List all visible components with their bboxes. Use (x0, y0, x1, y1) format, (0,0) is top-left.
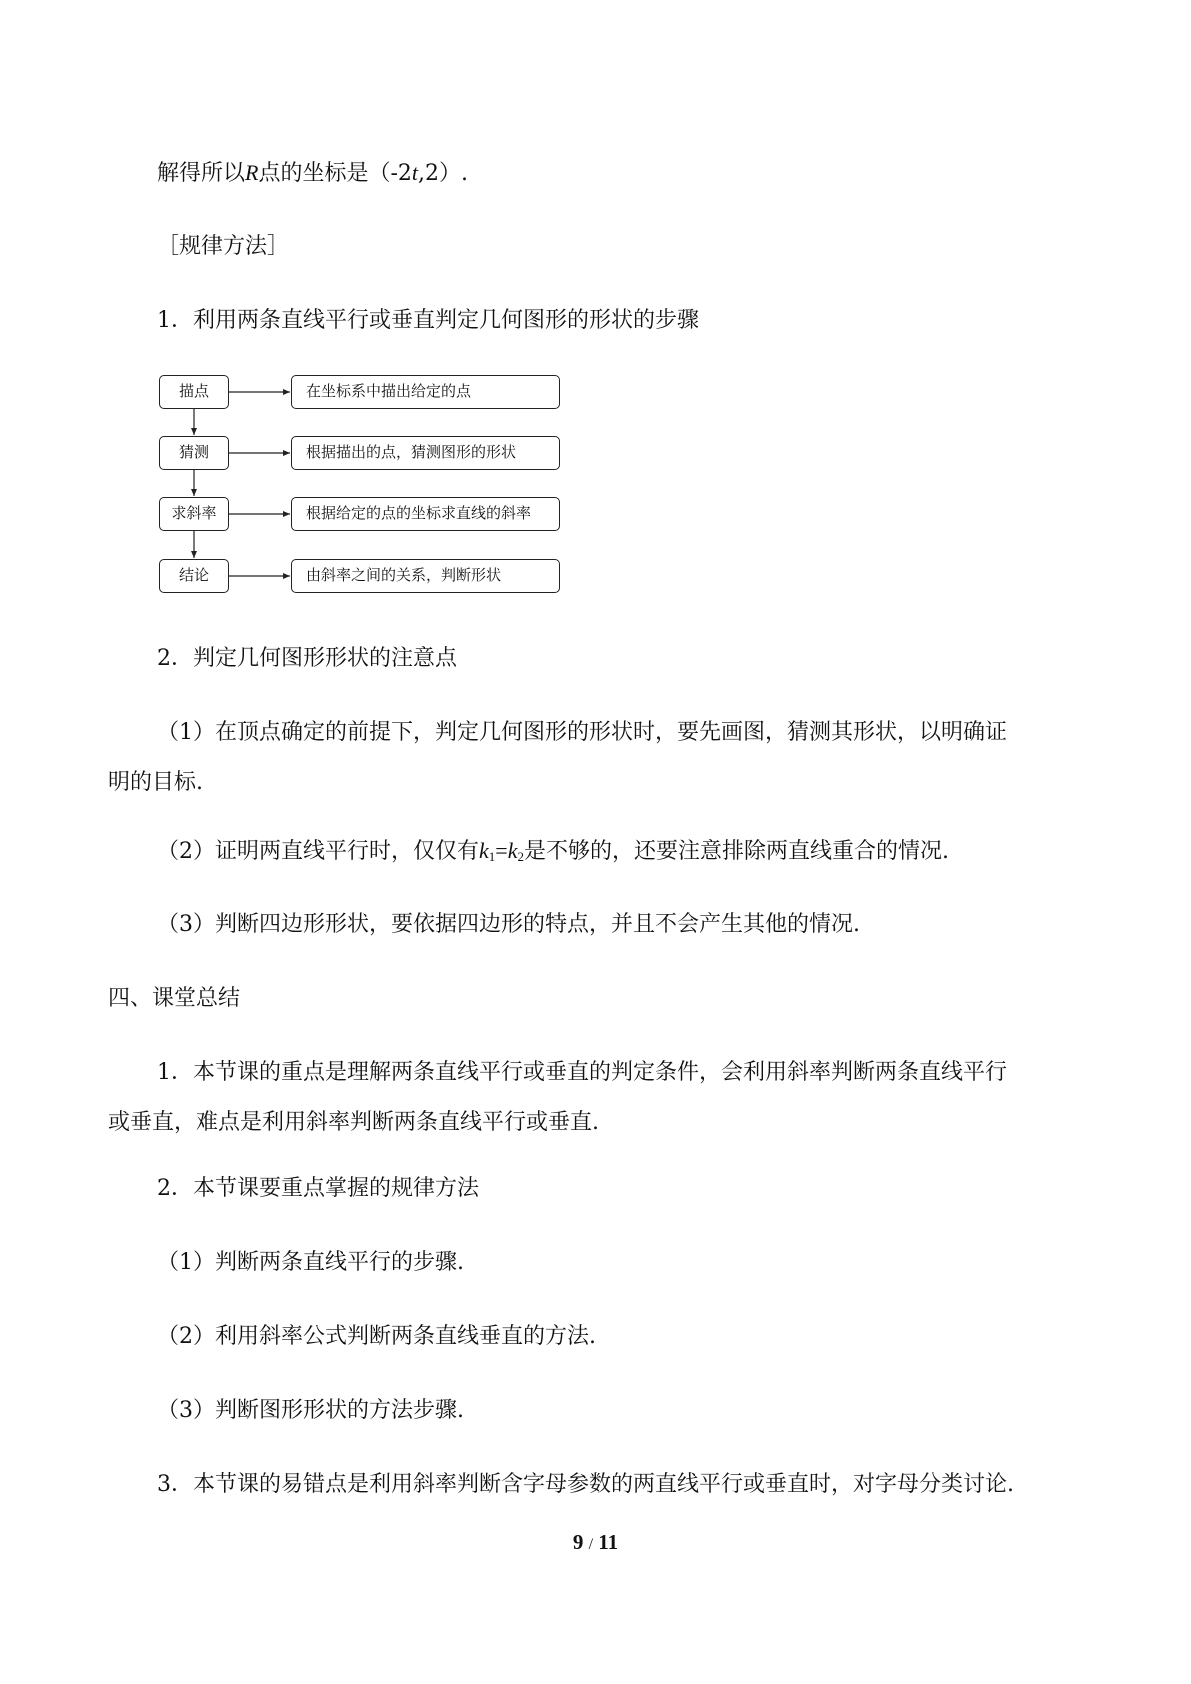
note1-line2: 明的目标. (108, 770, 203, 795)
step2-title: 2．判定几何图形形状的注意点 (157, 646, 457, 671)
flow-step-desc: 在坐标系中描出给定的点 (291, 375, 560, 409)
summary2-item3: （3）判断图形形状的方法步骤. (157, 1398, 464, 1423)
section-four-heading: 四、课堂总结 (108, 986, 241, 1011)
flow-step-desc: 根据给定的点的坐标求直线的斜率 (291, 497, 560, 531)
note1-line1: （1）在顶点确定的前提下，判定几何图形的形状时，要先画图，猜测其形状，以明确证 (157, 720, 1007, 745)
text-line-r-coordinate: 解得所以R点的坐标是（-2t,2）. (157, 160, 469, 186)
flow-step-label: 描点 (159, 375, 229, 409)
method-heading: ［规律方法］ (157, 234, 290, 259)
flow-step-label: 猜测 (159, 436, 229, 470)
summary2-title: 2．本节课要重点掌握的规律方法 (157, 1176, 479, 1201)
summary2-item2: （2）利用斜率公式判断两条直线垂直的方法. (157, 1324, 596, 1349)
flow-step-desc: 由斜率之间的关系，判断形状 (291, 559, 560, 593)
note3: （3）判断四边形形状，要依据四边形的特点，并且不会产生其他的情况. (157, 912, 860, 937)
flow-step-desc: 根据描出的点，猜测图形的形状 (291, 436, 560, 470)
note2: （2）证明两直线平行时，仅仅有$k_1=k_2$是不够的，还要注意排除两直线重合的情况. (157, 838, 949, 864)
summary1-line1: 1．本节课的重点是理解两条直线平行或垂直的判定条件，会利用斜率判断两条直线平行 (157, 1060, 1007, 1085)
flow-step-label: 结论 (159, 559, 229, 593)
summary1-line2: 或垂直，难点是利用斜率判断两条直线平行或垂直. (108, 1110, 599, 1135)
step1-title: 1．利用两条直线平行或垂直判定几何图形的形状的步骤 (157, 308, 699, 333)
flow-step-label: 求斜率 (159, 497, 229, 531)
page-number: 9 / 11 (572, 1530, 619, 1554)
summary3: 3．本节课的易错点是利用斜率判断含字母参数的两直线平行或垂直时，对字母分类讨论. (157, 1472, 1014, 1497)
summary2-item1: （1）判断两条直线平行的步骤. (157, 1250, 464, 1275)
